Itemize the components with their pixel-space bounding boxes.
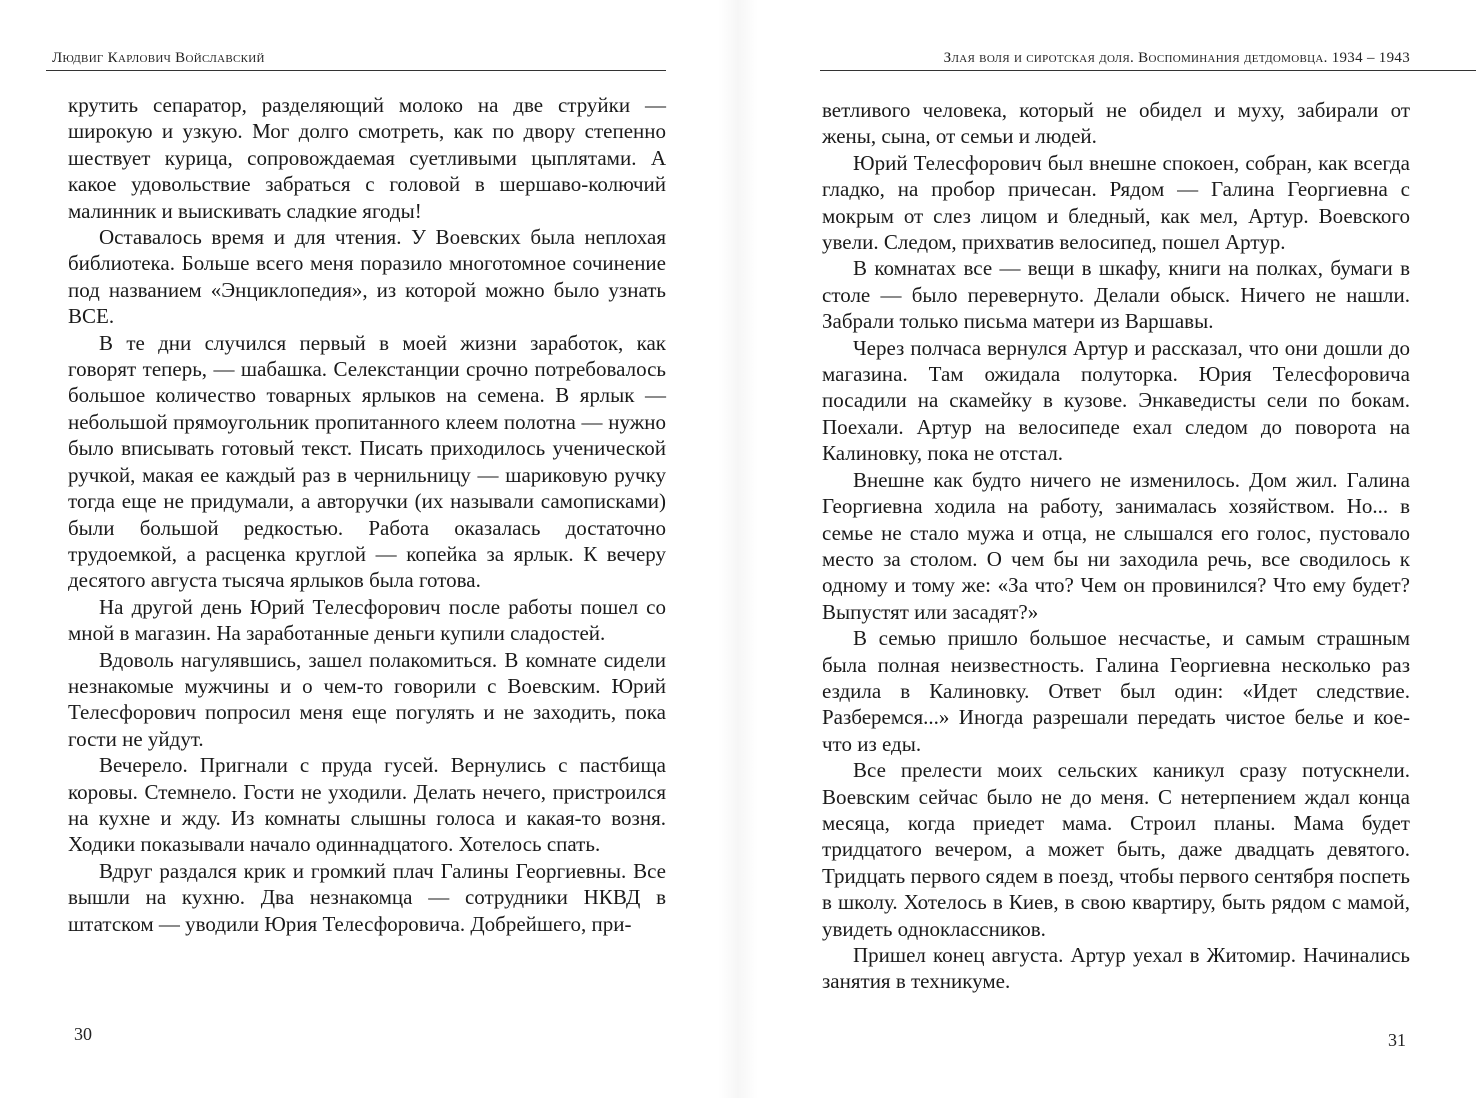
paragraph: В комнатах все — вещи в шкафу, книги на полках, бумаги в столе — было перевернуто. Делали обыск. Ничего не нашли. Забрали только письма матери из Варшавы. bbox=[822, 256, 1410, 334]
paragraph: Юрий Телесфорович был внешне спокоен, собран, как всегда гладко, на пробор причесан. Рядом — Галина Георгиевна с мокрым от слез лицом и бледный, как мел, Артур. Воевского увели. Следом, прихватив велосипед, пошел Артур. bbox=[822, 150, 1410, 255]
paragraph: Внешне как будто ничего не изменилось. Дом жил. Галина Георгиевна ходила на работу, занималась хозяйством. Но... в семье не стало мужа и отца, не слышался его голос, пустовало место за столом. О чем бы ни заходила речь, все сводилось к одному и тому же: «За что? Чем он провинился? Что ему будет? Выпустят или засадят?» bbox=[822, 467, 1410, 624]
paragraph: ветливого человека, который не обидел и муху, забирали от жены, сына, от семьи и людей. bbox=[822, 98, 1410, 149]
paragraph: Все прелести моих сельских каникул сразу потускнели. Воевским сейчас было не до меня. С нетерпением ждал конца месяца, когда приедет мама. Строил планы. Мама будет тридцатого вечером, а может быть, даже двадцать девятого. Тридцать первого сядем в поезд, чтобы первого сентября поспеть в школу. Хотелось в Киев, в свою квартиру, быть рядом с мамой, увидеть одноклассников. bbox=[822, 758, 1410, 941]
paragraph: крутить сепаратор, разделяющий молоко на две струйки — широкую и узкую. Мог долго смотреть, как по двору степенно шествует курица, сопровождаемая суетливыми цыплятами. А какое удовольствие забраться с головой в шершаво-колючий малинник и выискивать сладкие ягоды! bbox=[68, 93, 666, 223]
right-body-text bbox=[822, 97, 1410, 995]
left-page-number: 30 bbox=[74, 1024, 92, 1044]
paragraph: Оставалось время и для чтения. У Воевских была неплохая библиотека. Больше всего меня поразило многотомное сочинение под названием «Энциклопедия», из которой можно было узнать ВСЕ. bbox=[68, 225, 666, 329]
paragraph: В семью пришло большое несчастье, и самым страшным была полная неизвестность. Галина Георгиевна несколько раз ездила в Калиновку. Ответ был один: «Идет следствие. Разберемся...» Иногда разрешали передать чистое белье и кое-что из еды. bbox=[822, 626, 1410, 756]
right-running-head: Злая воля и сиротская доля. Воспоминания детдомовца. 1934 – 1943 bbox=[943, 50, 1410, 66]
paragraph: Вечерело. Пригнали с пруда гусей. Вернулись с пастбища коровы. Стемнело. Гости не уходили. Делать нечего, пристроился на кухне и жду. Из комнаты слышны голоса и какая-то возня. Ходики показывали начало одиннадцатого. Хотелось спать. bbox=[68, 753, 666, 857]
paragraph: Вдоволь нагулявшись, зашел полакомиться. В комнате сидели незнакомые мужчины и о чем-то говорили с Воевским. Юрий Телесфорович попросил меня еще погулять и не заходить, пока гости не уйдут. bbox=[68, 647, 666, 751]
paragraph: В те дни случился первый в моей жизни заработок, как говорят теперь, — шабашка. Селекстанции срочно потребовалось большое количество товарных ярлыков на семена. В ярлык — небольшой прямоугольник пропитанного клеем полотна — нужно было вписывать готовый текст. Писать приходилось ученической ручкой, макая ее каждый раз в чернильницу — шариковую ручку тогда еще не придумали, а авторучки (их называли самописками) были большой редкостью. Работа оказалась достаточно трудоемкой, а расценка круглой — копейка за ярлык. К вечеру десятого августа тысяча ярлыков была готова. bbox=[68, 330, 666, 593]
paragraph: На другой день Юрий Телесфорович после работы пошел со мной в магазин. На заработанные деньги купили сладостей. bbox=[68, 594, 666, 646]
paragraph: Через полчаса вернулся Артур и рассказал, что они дошли до магазина. Там ожидала полуторка. Юрия Телесфоровича посадили на скамейку в кузове. Энкаведисты сели по бокам. Поехали. Артур на велосипеде ехал следом до поворота на Калиновку, пока не отстал. bbox=[822, 335, 1410, 466]
left-running-head: Людвиг Карлович Войславский bbox=[52, 50, 265, 66]
left-page bbox=[0, 0, 730, 1098]
right-header-rule bbox=[820, 70, 1476, 71]
right-page bbox=[740, 0, 1476, 1098]
paragraph: Вдруг раздался крик и громкий плач Галины Георгиевны. Все вышли на кухню. Два незнакомца — сотрудники НКВД в штатском — уводили Юрия Телесфоровича. Добрейшего, при- bbox=[68, 858, 666, 936]
paragraph: Пришел конец августа. Артур уехал в Житомир. Начинались занятия в техникуме. bbox=[822, 943, 1410, 994]
left-body-text bbox=[68, 92, 666, 937]
left-header-rule bbox=[46, 70, 666, 71]
right-page-number: 31 bbox=[1388, 1030, 1406, 1050]
